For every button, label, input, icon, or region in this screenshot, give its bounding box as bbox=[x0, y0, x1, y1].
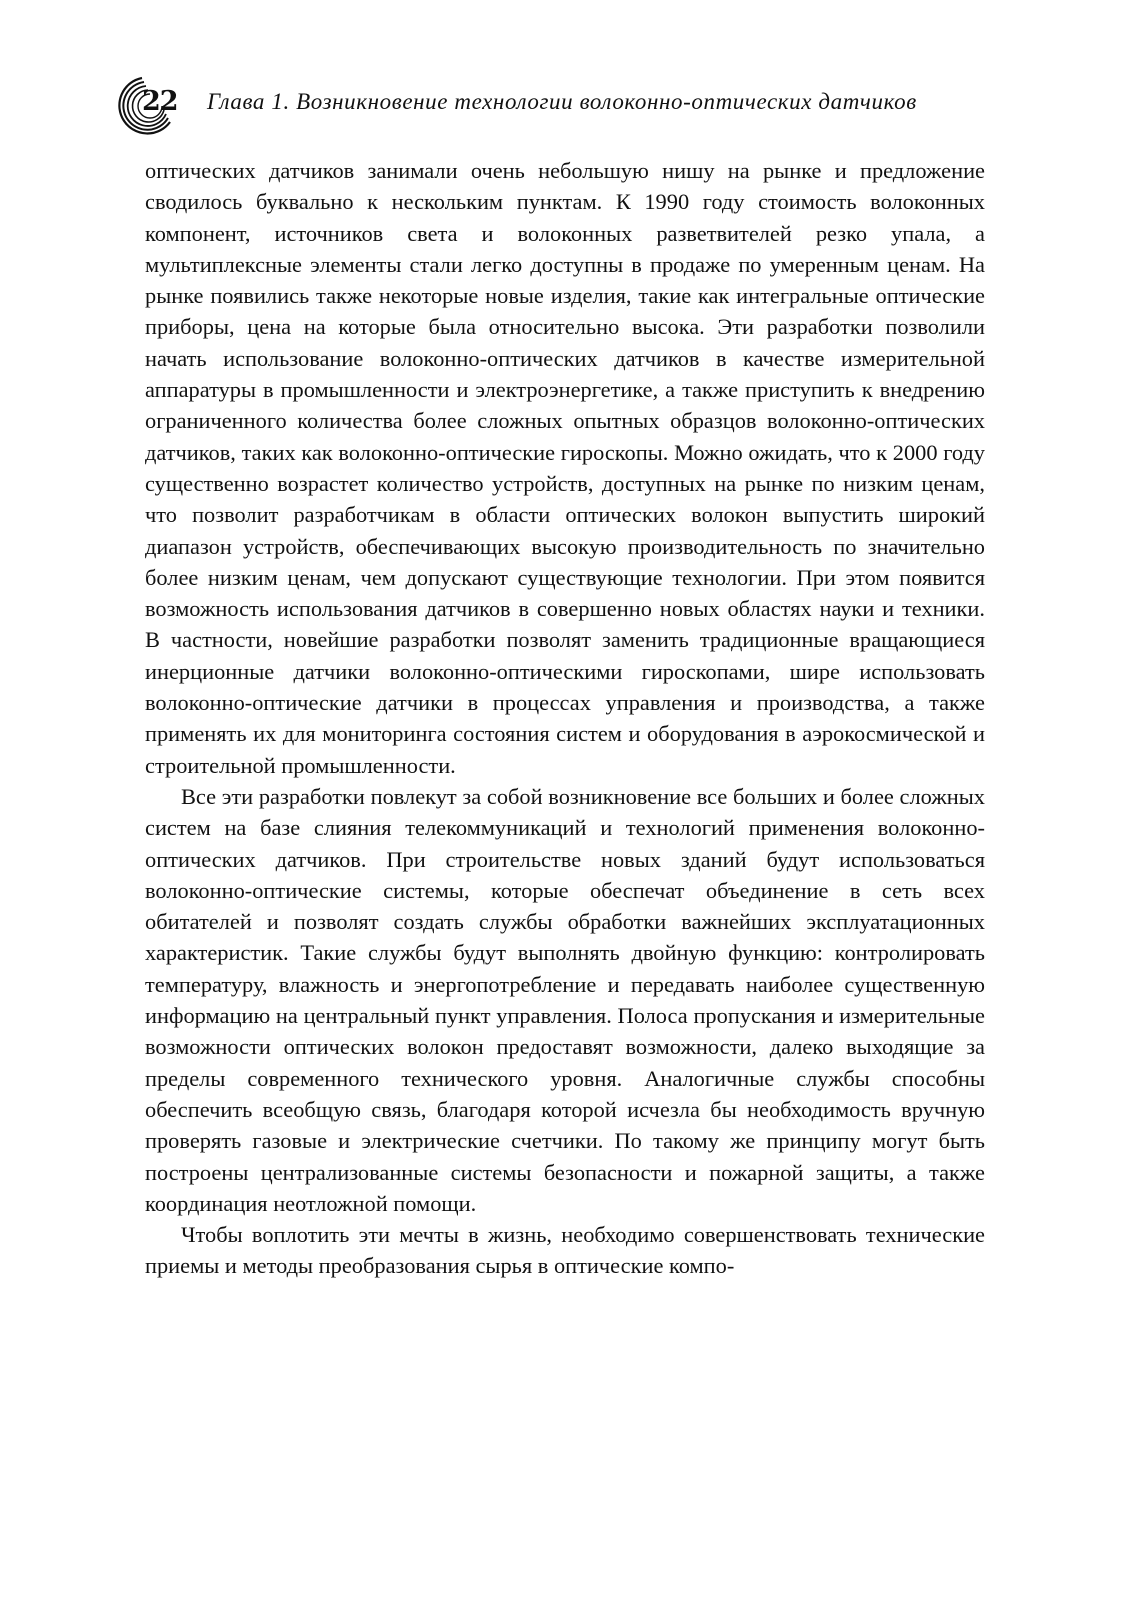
page-body bbox=[145, 155, 985, 1282]
page-number: 22 bbox=[142, 86, 178, 117]
page-header bbox=[112, 70, 992, 140]
chapter-title: Глава 1. Возникновение технологии волоконно-оптических датчиков bbox=[207, 89, 917, 114]
paragraph: Все эти разработки повлекут за собой возникновение все больших и более сложных систем на базе слияния телекоммуникаций и технологий применения волоконно-оптических датчиков. При строительстве новых зданий будут использоваться волоконно-оптические системы, которые обеспечат объединение в сеть всех обитателей и позволят создать службы обработки важнейших эксплуатационных характеристик. Такие службы будут выполнять двойную функцию: контролировать температуру, влажность и энергопотребление и передавать наиболее существенную информацию на центральный пункт управления. Полоса пропускания и измерительные возможности оптических волокон предоставят возможности, далеко выходящие за пределы современного технического уровня. Аналогичные службы способны обеспечить всеобщую связь, благодаря которой исчезла бы необходимость вручную проверять газовые и электрические счетчики. По такому же принципу могут быть построены централизованные системы безопасности и пожарной защиты, а также координация неотложной помощи. bbox=[145, 783, 985, 1216]
paragraph: Чтобы воплотить эти мечты в жизнь, необходимо совершенствовать технические приемы и методы преобразования сырья в оптические компо- bbox=[145, 1222, 985, 1279]
paragraph-continued: оптических датчиков занимали очень небольшую нишу на рынке и предложение сводилось буквально к нескольким пунктам. К 1990 году стоимость волоконных компонент, источников света и волоконных разветвителей резко упала, а мультиплексные элементы стали легко доступны в продаже по умеренным ценам. На рынке появились также некоторые новые изделия, такие как интегральные оптические приборы, цена на которые была относительно высока. Эти разработки позволили начать использование волоконно-оптических датчиков в качестве измерительной аппаратуры в промышленности и электроэнергетике, а также приступить к внедрению ограниченного количества более сложных опытных образцов волоконно-оптических датчиков, таких как волоконно-оптические гироскопы. Можно ожидать, что к 2000 году существенно возрастет количество устройств, доступных на рынке по низким ценам, что позволит разработчикам в области оптических волокон выпустить широкий диапазон устройств, обеспечивающих высокую производительность по значительно более низким ценам, чем допускают существующие технологии. При этом появится возможность использования датчиков в совершенно новых областях науки и техники. В частности, новейшие разработки позволят заменить традиционные вращающиеся инерционные датчики волоконно-оптическими гироскопами, шире использовать волоконно-оптические датчики в процессах управления и производства, а также применять их для мониторинга состояния систем и оборудования в аэрокосмической и строительной промышленности. bbox=[145, 158, 985, 778]
